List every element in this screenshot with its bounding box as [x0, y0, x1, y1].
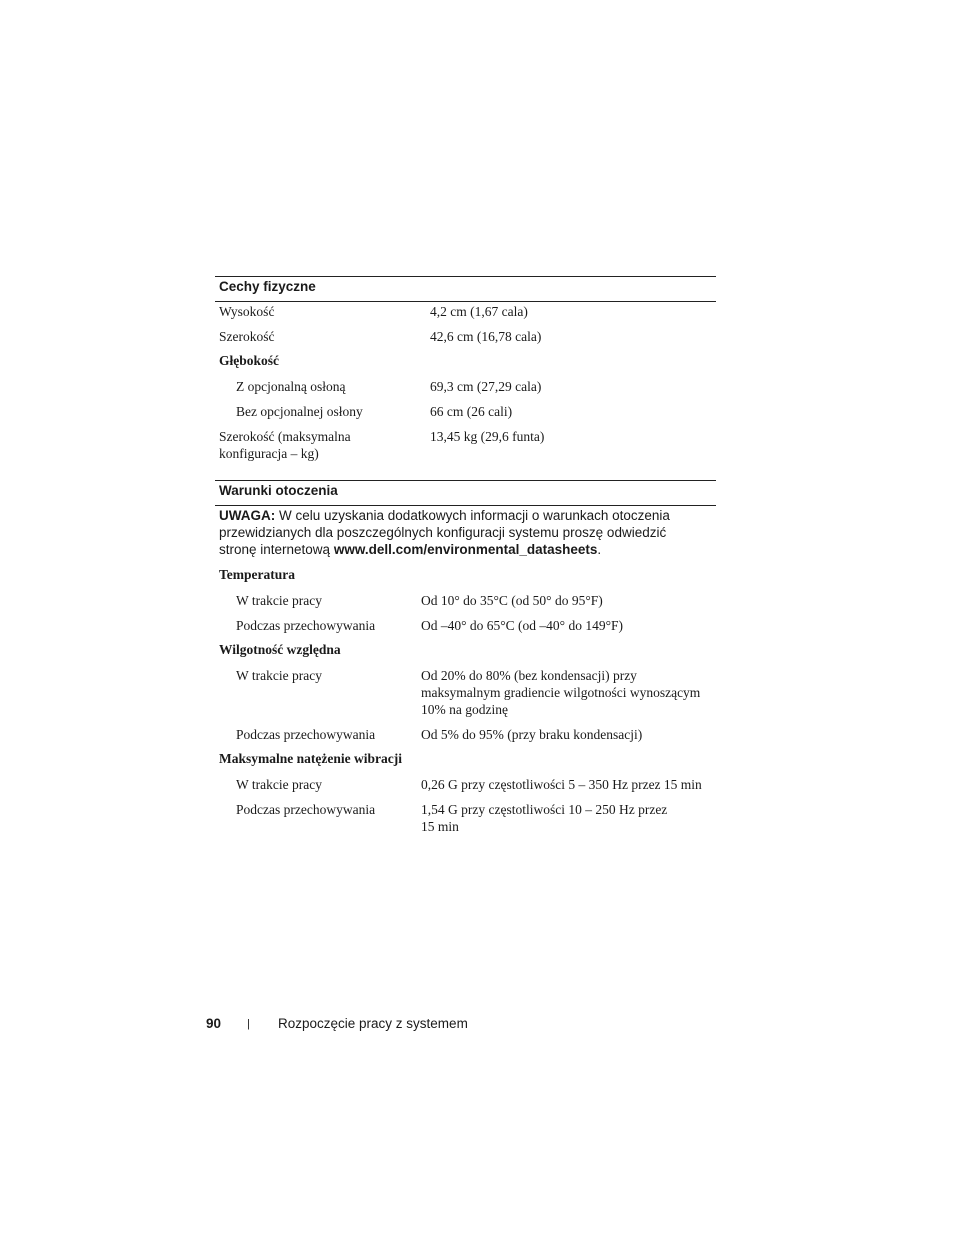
header-bottom-rule [215, 301, 716, 302]
row-label-hum-operating: W trakcie pracy [236, 668, 322, 683]
footer-separator: | [247, 1018, 250, 1030]
note-text-end: . [597, 542, 602, 557]
row-value-with-bezel: 69,3 cm (27,29 cala) [430, 379, 542, 394]
row-value-hum-operating-1: Od 20% do 80% (bez kondensacji) przy [421, 668, 637, 683]
row-label-temp-operating: W trakcie pracy [236, 593, 322, 608]
row-label-weight-line1: Szerokość (maksymalna [219, 429, 351, 444]
row-label-weight-line2: konfiguracja – kg) [219, 446, 319, 461]
row-value-temp-storage: Od –40° do 65°C (od –40° do 149°F) [421, 618, 623, 633]
section-header-physical: Cechy fizyczne [219, 279, 316, 294]
note-line-1 [219, 507, 670, 524]
row-value-without-bezel: 66 cm (26 cali) [430, 404, 513, 419]
row-label-temp-storage: Podczas przechowywania [236, 618, 376, 633]
row-value-vib-storage-1: 1,54 G przy częstotliwości 10 – 250 Hz przez [421, 802, 668, 817]
page-number: 90 [206, 1016, 222, 1031]
row-label-vibration: Maksymalne natężenie wibracji [219, 751, 402, 766]
note-line-3 [219, 541, 601, 558]
datasheets-link[interactable]: www.dell.com/environmental_datasheets [333, 542, 598, 557]
row-label-with-bezel: Z opcjonalną osłoną [236, 379, 346, 394]
row-label-humidity: Wilgotność względna [219, 642, 341, 657]
env-header-bottom-rule [215, 505, 716, 506]
row-value-hum-operating-3: 10% na godzinę [421, 702, 508, 717]
note-line-2: przewidzianych dla poszczególnych konfiguracji systemu proszę odwiedzić [219, 525, 667, 540]
section-header-environment: Warunki otoczenia [219, 483, 338, 498]
row-label-vib-storage: Podczas przechowywania [236, 802, 376, 817]
row-label-hum-storage: Podczas przechowywania [236, 727, 376, 742]
row-value-hum-operating-2: maksymalnym gradiencie wilgotności wynoszącym [421, 685, 701, 700]
row-label-depth: Głębokość [219, 353, 280, 368]
row-value-width: 42,6 cm (16,78 cala) [430, 329, 542, 344]
row-value-temp-operating: Od 10° do 35°C (od 50° do 95°F) [421, 593, 603, 608]
env-top-rule [215, 480, 716, 481]
note-text-1: W celu uzyskania dodatkowych informacji o warunkach otoczenia [275, 508, 670, 523]
row-value-vib-storage-2: 15 min [421, 819, 459, 834]
note-prefix: UWAGA: [219, 508, 276, 523]
table-top-rule [215, 276, 716, 277]
row-value-weight: 13,45 kg (29,6 funta) [430, 429, 545, 444]
row-value-height: 4,2 cm (1,67 cala) [430, 304, 528, 319]
row-value-vib-operating: 0,26 G przy częstotliwości 5 – 350 Hz przez 15 min [421, 777, 702, 792]
row-label-height: Wysokość [219, 304, 275, 319]
row-label-width: Szerokość [219, 329, 275, 344]
row-label-temperature: Temperatura [219, 567, 295, 582]
footer-title: Rozpoczęcie pracy z systemem [278, 1016, 468, 1031]
row-value-hum-storage: Od 5% do 95% (przy braku kondensacji) [421, 727, 643, 742]
note-text-3: stronę internetową [219, 542, 334, 557]
row-label-without-bezel: Bez opcjonalnej osłony [236, 404, 363, 419]
row-label-vib-operating: W trakcie pracy [236, 777, 322, 792]
